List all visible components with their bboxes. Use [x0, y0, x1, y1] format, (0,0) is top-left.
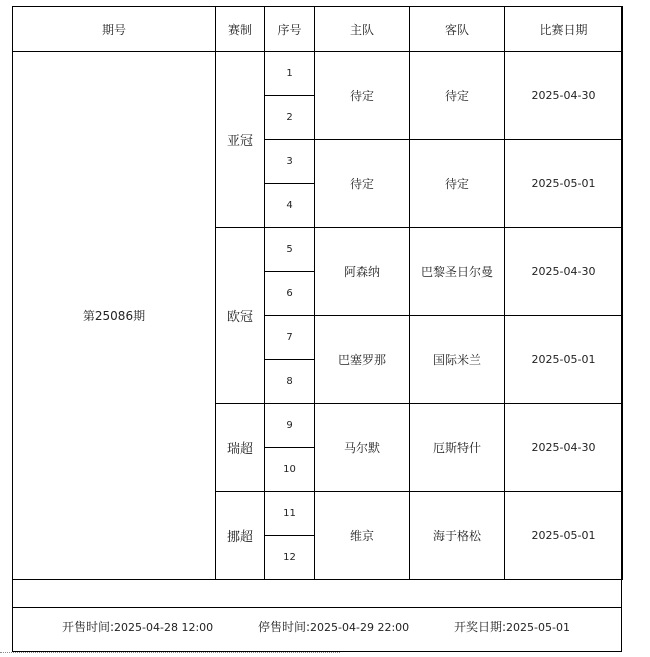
blank-row	[12, 581, 622, 608]
sale-open-value: 2025-04-28 12:00	[114, 621, 214, 634]
away-team-cell: 巴黎圣日尔曼	[410, 228, 505, 316]
home-team-cell: 马尔默	[315, 404, 410, 492]
seq-cell: 9	[265, 404, 315, 448]
seq-cell: 5	[265, 228, 315, 272]
seq-cell: 6	[265, 272, 315, 316]
away-team-cell: 国际米兰	[410, 316, 505, 404]
match-date-cell: 2025-04-30	[505, 228, 623, 316]
sale-open-time	[62, 618, 213, 635]
home-team-cell: 维京	[315, 492, 410, 580]
draw-date-label: 开奖日期:	[454, 620, 507, 634]
home-team-cell: 待定	[315, 52, 410, 140]
competition-cell: 挪超	[216, 492, 265, 580]
home-team-cell: 巴塞罗那	[315, 316, 410, 404]
header-home: 主队	[315, 7, 410, 52]
header-date: 比赛日期	[505, 7, 623, 52]
seq-cell: 3	[265, 140, 315, 184]
match-date-cell: 2025-05-01	[505, 492, 623, 580]
match-date-cell: 2025-05-01	[505, 316, 623, 404]
header-issue: 期号	[13, 7, 216, 52]
sale-close-time	[258, 618, 409, 635]
seq-cell: 12	[265, 536, 315, 580]
competition-cell: 亚冠	[216, 52, 265, 228]
schedule-table	[12, 6, 623, 580]
sale-close-label: 停售时间:	[258, 620, 311, 634]
draw-date-value: 2025-05-01	[506, 621, 570, 634]
seq-cell: 10	[265, 448, 315, 492]
seq-cell: 11	[265, 492, 315, 536]
seq-cell: 7	[265, 316, 315, 360]
sale-info-footer	[12, 609, 622, 639]
match-date-cell: 2025-04-30	[505, 404, 623, 492]
seq-cell: 1	[265, 52, 315, 96]
seq-cell: 2	[265, 96, 315, 140]
draw-date	[454, 618, 570, 635]
away-team-cell: 待定	[410, 52, 505, 140]
match-date-cell: 2025-05-01	[505, 140, 623, 228]
sale-open-label: 开售时间:	[62, 620, 115, 634]
seq-cell: 8	[265, 360, 315, 404]
match-date-cell: 2025-04-30	[505, 52, 623, 140]
header-seq: 序号	[265, 7, 315, 52]
competition-cell: 欧冠	[216, 228, 265, 404]
table-row	[13, 52, 623, 96]
away-team-cell: 厄斯特什	[410, 404, 505, 492]
header-row	[13, 7, 623, 52]
issue-number-cell: 第25086期	[13, 52, 216, 580]
away-team-cell: 待定	[410, 140, 505, 228]
header-competition: 赛制	[216, 7, 265, 52]
sale-close-value: 2025-04-29 22:00	[310, 621, 410, 634]
home-team-cell: 阿森纳	[315, 228, 410, 316]
competition-cell: 瑞超	[216, 404, 265, 492]
header-away: 客队	[410, 7, 505, 52]
cropped-text-line	[0, 652, 340, 657]
seq-cell: 4	[265, 184, 315, 228]
home-team-cell: 待定	[315, 140, 410, 228]
away-team-cell: 海于格松	[410, 492, 505, 580]
